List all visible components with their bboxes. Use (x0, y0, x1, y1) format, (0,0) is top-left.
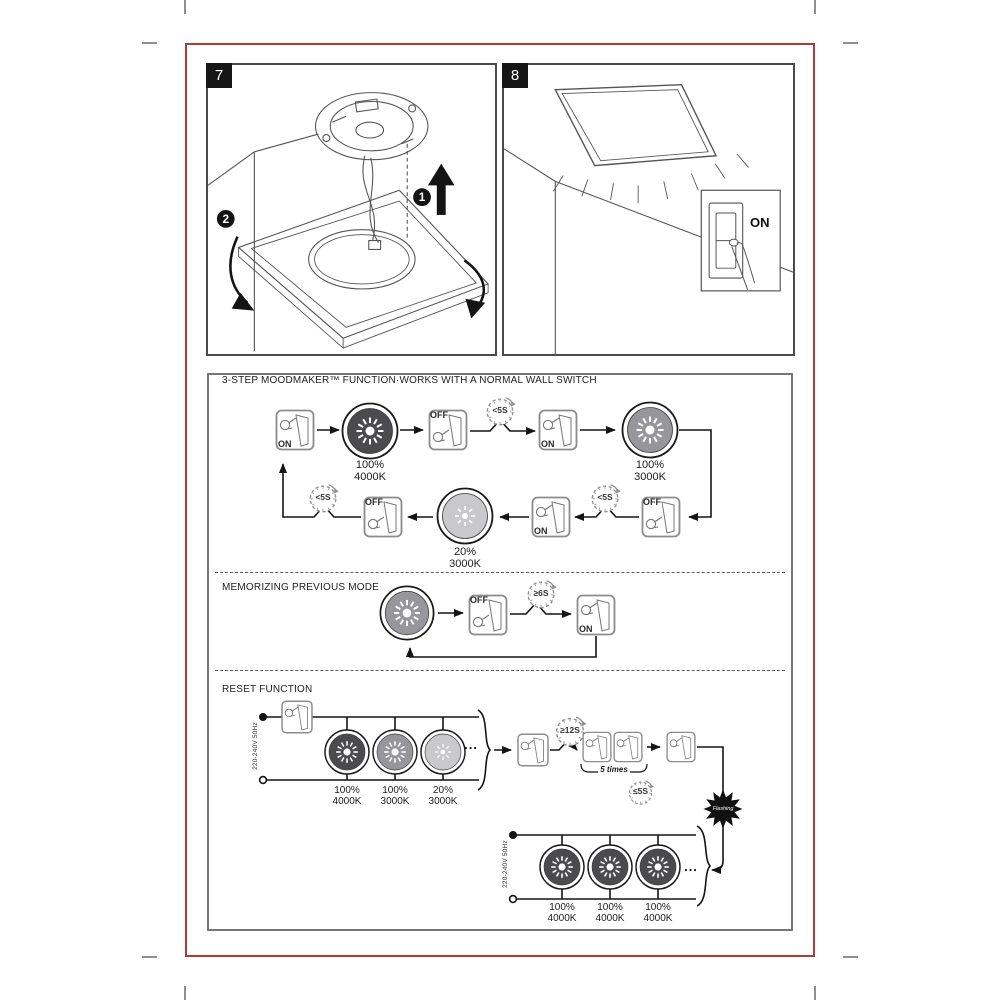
crop-mark (814, 0, 816, 14)
light-state-100-4000 (538, 843, 586, 891)
light-icon (538, 843, 586, 891)
panel-number-8: 8 (502, 63, 528, 88)
step8-panel (502, 63, 795, 356)
wall-switch-off: OFF (468, 594, 508, 636)
section-divider (215, 572, 785, 573)
state-label: 100% 4000K (332, 785, 362, 807)
crop-mark (142, 42, 157, 44)
ceiling-mount-illustration (208, 65, 495, 354)
timer-clock-ge6s: ≥6S (523, 575, 559, 611)
moodmaker-title: 3-STEP MOODMAKER™ FUNCTION·WORKS WITH A NORMAL WALL SWITCH (222, 375, 597, 386)
wall-switch (666, 731, 696, 763)
five-times-label: 5 times (600, 765, 628, 774)
wall-switch-off: OFF (428, 409, 468, 451)
step-2-number: 2 (222, 211, 230, 226)
light-icon (419, 728, 467, 776)
crop-mark (184, 0, 186, 14)
state-label: 20% 3000K (428, 785, 458, 807)
state-label: 100% 3000K (634, 459, 666, 483)
light-state-100-3000 (371, 728, 419, 776)
switch-icon (666, 731, 696, 763)
state-label: 100% 4000K (547, 902, 577, 924)
switch-icon (516, 733, 550, 767)
light-state-100-4000 (634, 843, 682, 891)
panel-number-7: 7 (206, 63, 232, 88)
light-state-20-3000 (435, 486, 495, 546)
light-icon (634, 843, 682, 891)
ellipsis: ... (684, 859, 698, 874)
crop-mark (814, 986, 816, 1000)
reset-title: RESET FUNCTION (222, 684, 313, 695)
state-label: 100% 4000K (354, 459, 386, 483)
flashing-starburst (703, 789, 743, 829)
light-icon (435, 486, 495, 546)
timer-clock-lt5s: <5S (587, 479, 623, 515)
step-1-number: 1 (418, 190, 426, 205)
light-icon (371, 728, 419, 776)
section-divider (215, 670, 785, 671)
voltage-label: 220-240V 50Hz (502, 840, 509, 888)
light-icon (340, 401, 400, 461)
switch-on-label: ON (750, 215, 770, 230)
memorizing-title: MEMORIZING PREVIOUS MODE (222, 582, 380, 593)
crop-mark (142, 956, 157, 958)
light-state-100-4000 (340, 401, 400, 461)
state-label: 20% 3000K (449, 546, 481, 570)
light-state-100-4000 (323, 728, 371, 776)
lift-up-arrow (428, 164, 455, 215)
wall-switch-on: ON (538, 409, 578, 451)
light-state-20-3000 (419, 728, 467, 776)
crop-mark (843, 956, 858, 958)
timer-clock-lt5s: <5S (482, 392, 518, 428)
switch-icon (613, 731, 643, 763)
wall-switch-off: OFF (363, 496, 403, 538)
wall-switch-on: ON (531, 496, 571, 538)
flashing-label: Flashing (712, 806, 734, 812)
light-icon (586, 843, 634, 891)
timer-clock-le5s: ≤5S (625, 776, 656, 807)
light-state-100-3000 (620, 400, 680, 460)
wall-switch (613, 731, 643, 763)
voltage-label: 220-240V 50Hz (252, 722, 259, 770)
crop-mark (843, 42, 858, 44)
light-icon (378, 584, 436, 642)
wall-switch (516, 733, 550, 767)
wall-switch (582, 731, 612, 763)
state-label: 100% 3000K (380, 785, 410, 807)
sun-icon (455, 506, 475, 526)
timer-clock-ge12s: ≥12S (551, 711, 589, 749)
light-icon (323, 728, 371, 776)
wall-switch-on: ON (576, 594, 616, 636)
panel-light-on-illustration (504, 65, 793, 354)
sun-icon (435, 744, 451, 760)
light-state-100-4000 (586, 843, 634, 891)
state-label: 100% 4000K (595, 902, 625, 924)
wall-switch-inset (701, 190, 780, 291)
light-state-previous (378, 584, 436, 642)
function-diagram-box (207, 373, 793, 931)
wall-switch (280, 700, 314, 734)
wall-switch-on: ON (275, 409, 315, 451)
state-label: 100% 4000K (643, 902, 673, 924)
switch-icon (280, 700, 314, 734)
crop-mark (184, 986, 186, 1000)
light-icon (620, 400, 680, 460)
wall-switch-off: OFF (641, 496, 681, 538)
timer-clock-lt5s: <5S (305, 479, 341, 515)
step7-panel (206, 63, 497, 356)
switch-icon (582, 731, 612, 763)
ellipsis: ... (464, 737, 478, 752)
